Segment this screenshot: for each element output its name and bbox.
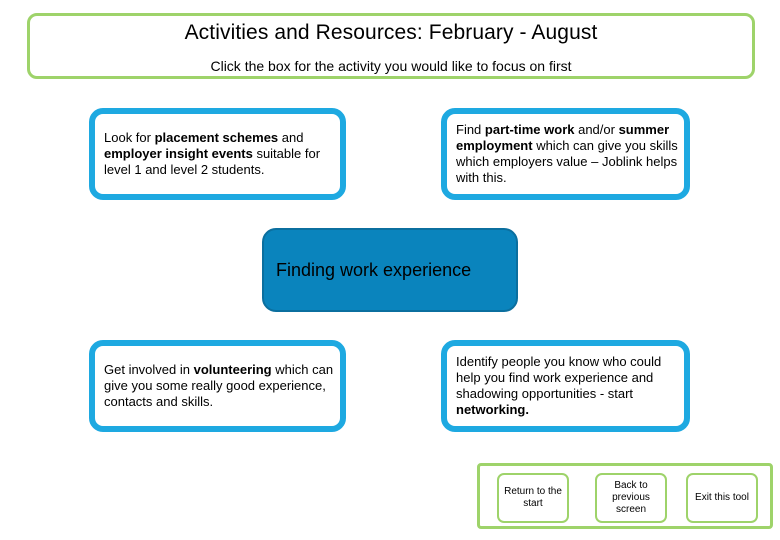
networking-text: Identify people you know who could help you find work experience and shadowing opportunities - start networking. [456, 354, 662, 417]
placement-schemes-card[interactable] [89, 108, 346, 200]
navigation-bar [477, 463, 773, 529]
exit-tool-button[interactable]: Exit this tool [686, 473, 758, 523]
part-time-work-text: Find part-time work and/or summer employment which can give you skills which employers value – Joblink helps with this. [456, 122, 678, 185]
page-title: Activities and Resources: February - August [184, 21, 598, 44]
page-instructions: Click the box for the activity you would like to focus on first [210, 58, 572, 74]
part-time-work-card[interactable] [441, 108, 690, 200]
return-to-start-button[interactable]: Return to the start [497, 473, 569, 523]
placement-schemes-text: Look for placement schemes and employer insight events suitable for level 1 and level 2 students. [104, 130, 321, 177]
finding-work-experience-hub [262, 228, 518, 312]
volunteering-text: Get involved in volunteering which can give you some really good experience, contacts and skills. [104, 362, 334, 409]
header-box [27, 13, 755, 79]
hub-label: Finding work experience [276, 260, 472, 280]
back-to-previous-button[interactable]: Back to previous screen [595, 473, 667, 523]
networking-card[interactable] [441, 340, 690, 432]
volunteering-card[interactable] [89, 340, 346, 432]
